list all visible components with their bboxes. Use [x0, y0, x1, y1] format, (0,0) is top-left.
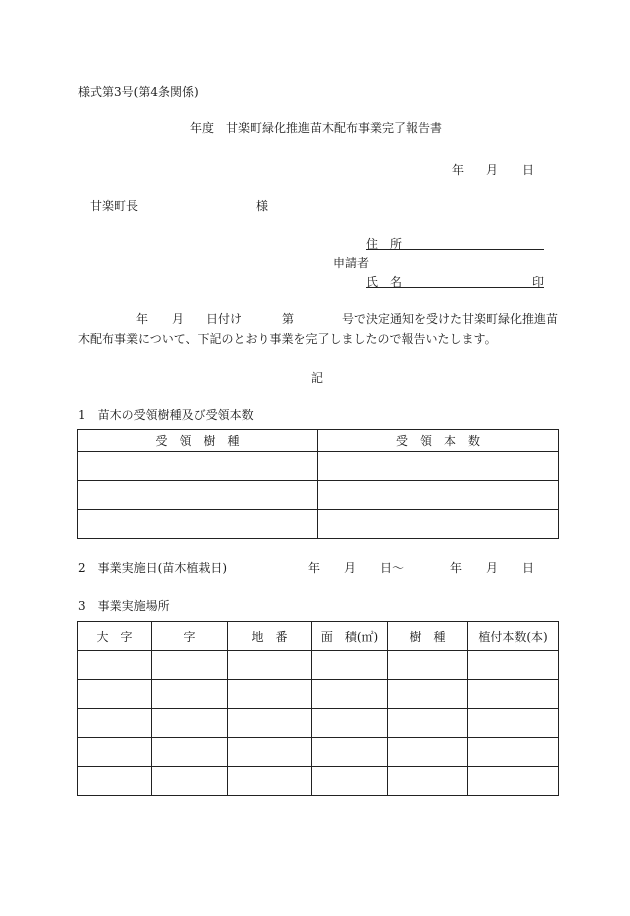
- species-cell[interactable]: [78, 510, 318, 539]
- planted-count-cell[interactable]: [468, 680, 559, 709]
- location-table: [77, 621, 559, 796]
- col-header-species: 受 領 樹 種: [78, 430, 318, 452]
- species-cell[interactable]: [78, 452, 318, 481]
- table-row: [78, 709, 559, 738]
- species-cell[interactable]: [388, 709, 468, 738]
- lot-number-cell[interactable]: [228, 709, 312, 738]
- col-header-quantity: 受 領 本 数: [318, 430, 559, 452]
- area-cell[interactable]: [312, 651, 388, 680]
- col-header-aza: 字: [152, 622, 228, 651]
- lot-number-cell[interactable]: [228, 738, 312, 767]
- start-year-label: 年: [308, 561, 321, 575]
- seal-mark: 印: [532, 275, 545, 289]
- lot-number-cell[interactable]: [228, 651, 312, 680]
- addressee-honorific: 様: [256, 199, 269, 213]
- quantity-cell[interactable]: [318, 510, 559, 539]
- lot-number-cell[interactable]: [228, 680, 312, 709]
- oaza-cell[interactable]: [78, 767, 152, 796]
- planted-count-cell[interactable]: [468, 709, 559, 738]
- species-cell[interactable]: [78, 481, 318, 510]
- col-header-oaza: 大 字: [78, 622, 152, 651]
- area-cell[interactable]: [312, 738, 388, 767]
- col-header-lot-number: 地 番: [228, 622, 312, 651]
- oaza-cell[interactable]: [78, 680, 152, 709]
- col-header-planted-count: 植付本数(本): [468, 622, 559, 651]
- aza-cell[interactable]: [152, 651, 228, 680]
- table-row: [78, 680, 559, 709]
- oaza-cell[interactable]: [78, 709, 152, 738]
- body-day-label: 日付け: [206, 312, 243, 326]
- section3-heading: 3 事業実施場所: [78, 599, 170, 613]
- end-month-label: 月: [486, 561, 499, 575]
- oaza-cell[interactable]: [78, 651, 152, 680]
- quantity-cell[interactable]: [318, 481, 559, 510]
- section1-heading: 1 苗木の受領樹種及び受領本数: [78, 408, 254, 422]
- planted-count-cell[interactable]: [468, 767, 559, 796]
- species-cell[interactable]: [388, 651, 468, 680]
- table-row: [78, 452, 559, 481]
- species-cell[interactable]: [388, 680, 468, 709]
- table-row: [78, 510, 559, 539]
- end-day-label: 日: [522, 561, 535, 575]
- applicant-label: 申請者: [333, 256, 370, 270]
- start-month-label: 月: [344, 561, 357, 575]
- aza-cell[interactable]: [152, 767, 228, 796]
- date-day-label: 日: [522, 163, 535, 177]
- date-month-label: 月: [486, 163, 499, 177]
- date-year-label: 年: [452, 163, 465, 177]
- lot-number-cell[interactable]: [228, 767, 312, 796]
- aza-cell[interactable]: [152, 680, 228, 709]
- page-title: 年度 甘楽町緑化推進苗木配布事業完了報告書: [190, 121, 443, 135]
- start-day-label: 日〜: [380, 561, 405, 575]
- name-field-line[interactable]: [366, 287, 544, 288]
- body-dai-label: 第: [282, 312, 295, 326]
- body-line1-rest: 号で決定通知を受けた甘楽町緑化推進苗: [342, 312, 559, 326]
- ki-heading: 記: [311, 371, 324, 385]
- quantity-cell[interactable]: [318, 452, 559, 481]
- table-row: [78, 481, 559, 510]
- col-header-area: 面 積(㎡): [312, 622, 388, 651]
- table-row: [78, 738, 559, 767]
- species-cell[interactable]: [388, 738, 468, 767]
- species-cell[interactable]: [388, 767, 468, 796]
- form-number: 様式第3号(第4条関係): [78, 85, 199, 99]
- location-table-header: [78, 622, 559, 651]
- address-field-line[interactable]: [366, 249, 544, 250]
- area-cell[interactable]: [312, 709, 388, 738]
- body-line2: 木配布事業について、下記のとおり事業を完了しましたので報告いたします。: [78, 332, 497, 346]
- area-cell[interactable]: [312, 680, 388, 709]
- table-row: [78, 651, 559, 680]
- aza-cell[interactable]: [152, 738, 228, 767]
- address-label: 住 所: [366, 237, 403, 251]
- addressee-name: 甘楽町長: [90, 199, 139, 213]
- body-month-label: 月: [172, 312, 185, 326]
- oaza-cell[interactable]: [78, 738, 152, 767]
- aza-cell[interactable]: [152, 709, 228, 738]
- section2-heading: 2 事業実施日(苗木植栽日): [78, 561, 227, 575]
- planted-count-cell[interactable]: [468, 651, 559, 680]
- col-header-species: 樹 種: [388, 622, 468, 651]
- receipt-table: [77, 429, 559, 539]
- name-label: 氏 名: [366, 275, 403, 289]
- receipt-table-header: [78, 430, 559, 452]
- end-year-label: 年: [450, 561, 463, 575]
- planted-count-cell[interactable]: [468, 738, 559, 767]
- table-row: [78, 767, 559, 796]
- body-year-label: 年: [136, 312, 149, 326]
- area-cell[interactable]: [312, 767, 388, 796]
